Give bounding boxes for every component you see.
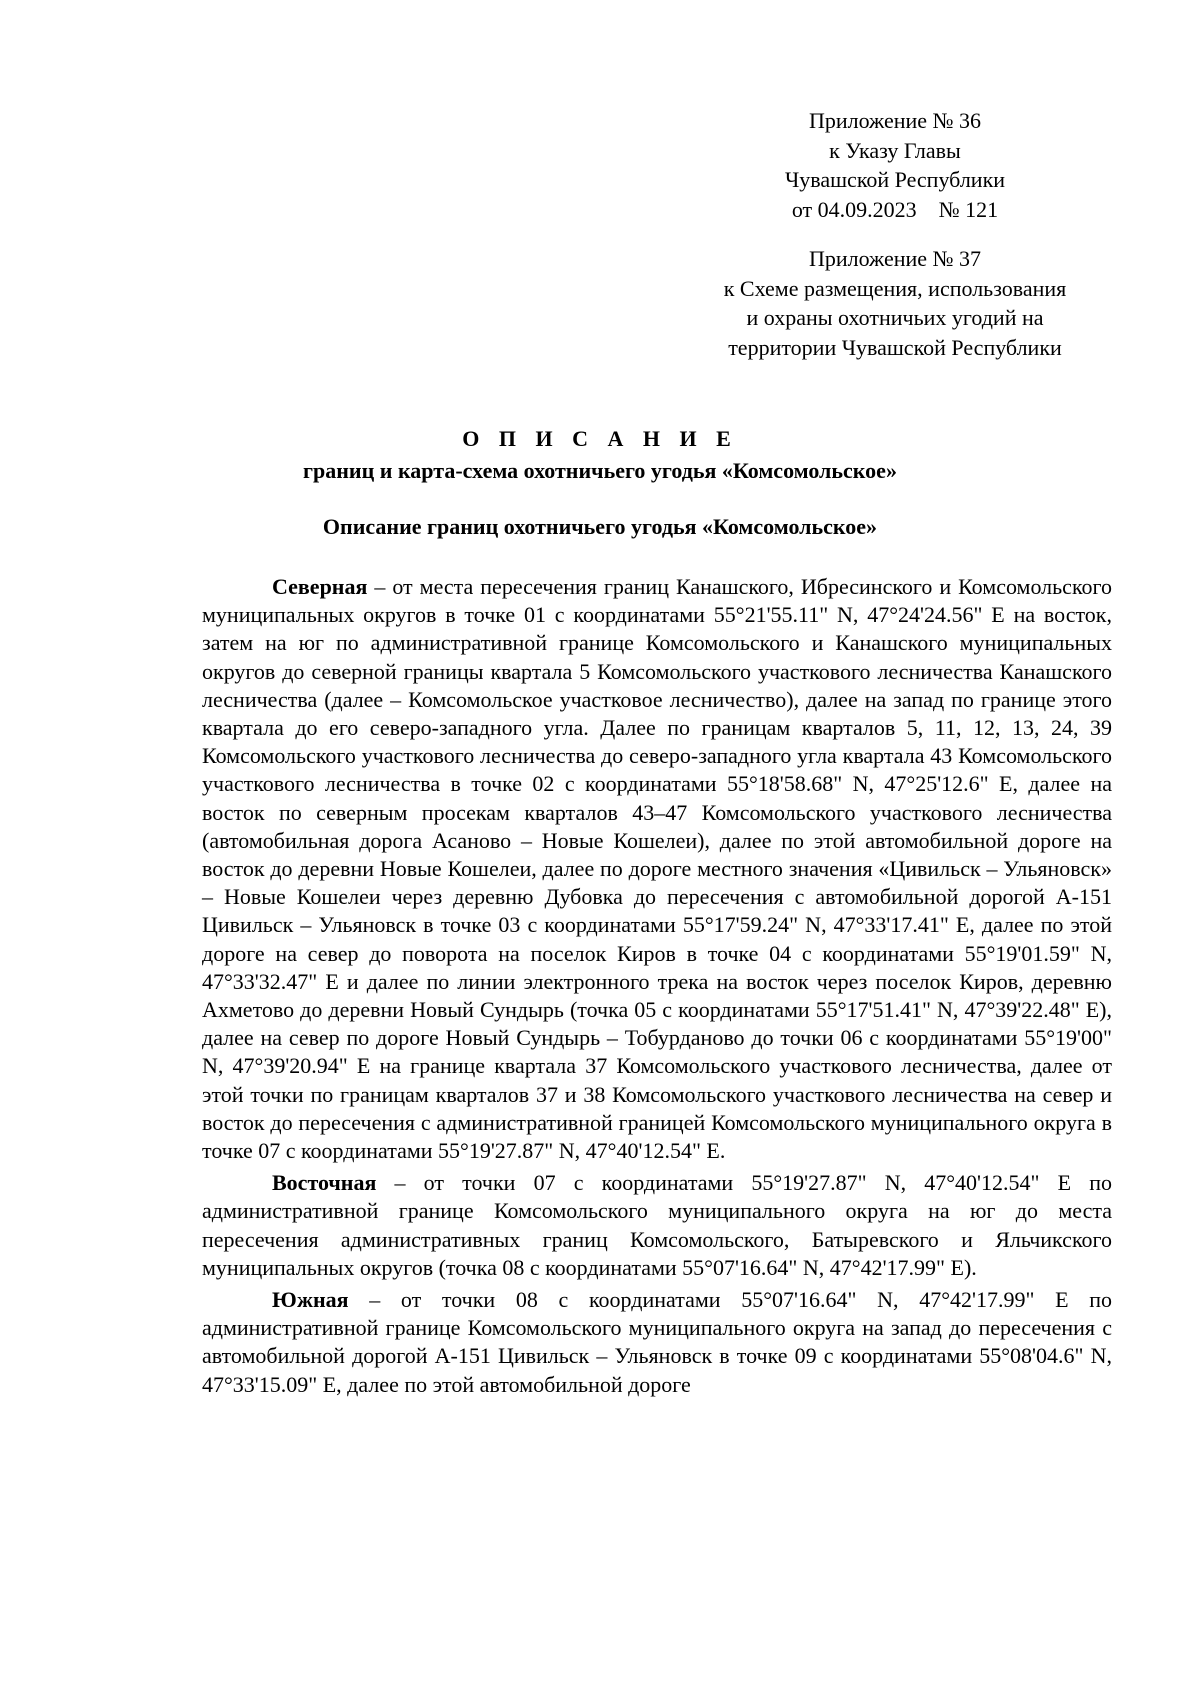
appendix-37-line3: и охраны охотничьих угодий на: [746, 305, 1044, 330]
appendix-36-line2: к Указу Главы: [829, 137, 961, 163]
south-boundary-paragraph: [202, 1286, 1112, 1399]
south-boundary-label: Южная: [272, 1287, 349, 1313]
document-subtitle: границ и карта-схема охотничьего угодья «Комсомольское»: [303, 458, 897, 483]
appendix-37-line2: к Схеме размещения, использования: [723, 275, 1067, 301]
appendix-36-line4: от 04.09.2023 № 121: [791, 196, 999, 222]
appendix-37-header: [690, 244, 1100, 362]
north-boundary-paragraph: [202, 573, 1112, 1165]
section-heading: Описание границ охотничьего угодья «Комсомольское»: [322, 514, 878, 539]
appendix-37-line1: Приложение № 37: [808, 246, 982, 271]
appendix-36-line1: Приложение № 36: [808, 108, 982, 133]
appendix-37-line4: территории Чувашской Республики: [728, 334, 1062, 360]
appendix-36-header: [760, 106, 1030, 224]
document-title: О П И С А Н И Е: [462, 426, 738, 451]
east-boundary-text: – от точки 07 с координатами 55°19'27.87" N, 47°40'12.54" E по административной границе Комсомольского муниципального округа на юг до места пересечения административных границ Комсомольского, Батыревского и Яльчикского муниципальных округов (точка 08 с координатами 55°07'16.64" N, 47°42'17.99" E).: [202, 1170, 1112, 1280]
south-boundary-text: – от точки 08 с координатами 55°07'16.64" N, 47°42'17.99" E по административной границе Комсомольского муниципального округа на запад до пересечения с автомобильной дорогой А-151 Цивильск – Ульяновск в точке 09 с координатами 55°08'04.6" N, 47°33'15.09" E, далее по этой автомобильной дороге: [202, 1287, 1112, 1397]
boundary-description: [202, 573, 1112, 1403]
east-boundary-paragraph: [202, 1169, 1112, 1282]
appendix-36-line3: Чувашской Республики: [784, 167, 1006, 192]
north-boundary-label: Северная: [272, 574, 368, 599]
east-boundary-label: Восточная: [272, 1170, 377, 1196]
north-boundary-text: – от места пересечения границ Канашского, Ибресинского и Комсомольского муниципальных округов в точке 01 с координатами 55°21'55.11" N, 47°24'24.56" E на восток, затем на юг по административной границе Комсомольского и Канашского муниципальных округов до северной границы квартала 5 Комсомольского участкового лесничества Канашского лесничества (далее – Комсомольское участковое лесничество), далее на запад по границе этого квартала до его северо-западного угла. Далее по границам кварталов 5, 11, 12, 13, 24, 39 Комсомольского участкового лесничества до северо-западного угла квартала 43 Комсомольского участкового лесничества в точке 02 с координатами 55°18'58.68" N, 47°25'12.6" E, далее на восток по северным просекам кварталов 43–47 Комсомольского участкового лесничества (автомобильная дорога Асаново – Новые Кошелеи), далее по этой автомобильной дороге на восток до деревни Новые Кошелеи, далее по дороге местного значения «Цивильск – Ульяновск» – Новые Кошелеи через деревню Дубовка до пересечения с автомобильной дорогой А-151 Цивильск – Ульяновск в точке 03 с координатами 55°17'59.24" N, 47°33'17.41" E, далее по этой дороге на север до поворота на поселок Киров в точке 04 с координатами 55°19'01.59" N, 47°33'32.47" E и далее по линии электронного трека на восток через поселок Киров, деревню Ахметово до деревни Новый Сундырь (точка 05 с координатами 55°17'51.41" N, 47°39'22.48" E), далее на север по дороге Новый Сундырь – Тобурданово до точки 06 с координатами 55°19'00" N, 47°39'20.94" E на границе квартала 37 Комсомольского участкового лесничества, далее от этой точки по границам кварталов 37 и 38 Комсомольского участкового лесничества на север и восток до пересечения с административной границей Комсомольского муниципального округа в точке 07 с координатами 55°19'27.87" N, 47°40'12.54" E.: [202, 574, 1112, 1164]
